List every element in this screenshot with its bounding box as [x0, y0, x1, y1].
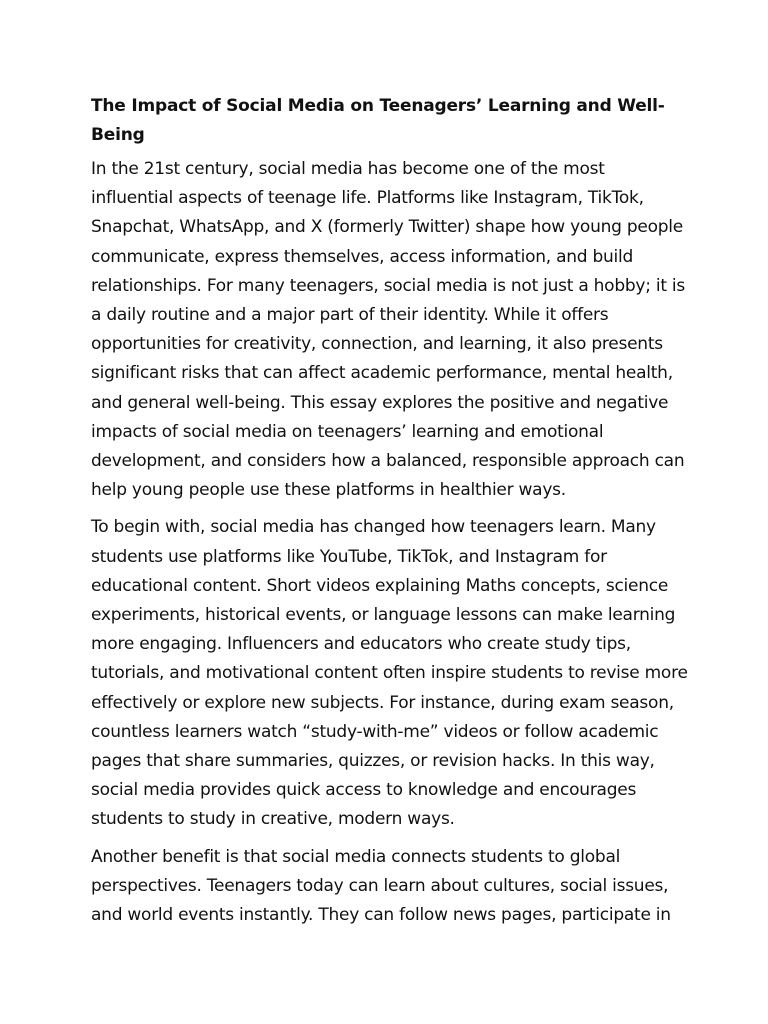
document-page [91, 92, 691, 938]
paragraph-intro: In the 21st century, social media has become one of the most influential aspects of teenage life. Platforms like Instagram, TikTok, Snapchat, WhatsApp, and X (formerly Twitter) shape how young people communicate, express themselves, access information, and build relationships. For many teenagers, social media is not just a hobby; it is a daily routine and a major part of their identity. While it offers opportunities for creativity, connection, and learning, it also presents significant risks that can affect academic performance, mental health, and general well-being. This essay explores the positive and negative impacts of social media on teenagers’ learning and emotional development, and considers how a balanced, responsible approach can help young people use these platforms in healthier ways. [91, 159, 685, 501]
paragraph-global: Another benefit is that social media connects students to global perspectives. Teenagers today can learn about cultures, social issues, and world events instantly. They can follow news pages, participate in [91, 846, 671, 926]
paragraph-learning: To begin with, social media has changed how teenagers learn. Many students use platforms like YouTube, TikTok, and Instagram for educational content. Short videos explaining Maths concepts, science experiments, historical events, or language lessons can make learning more engaging. Influencers and educators who create study tips, tutorials, and motivational content often inspire students to revise more effectively or explore new subjects. For instance, during exam season, countless learners watch “study-with-me” videos or follow academic pages that share summaries, quizzes, or revision hacks. In this way, social media provides quick access to knowledge and encourages students to study in creative, modern ways. [91, 517, 688, 830]
document-title: The Impact of Social Media on Teenagers’ Learning and Well-Being [91, 96, 665, 145]
